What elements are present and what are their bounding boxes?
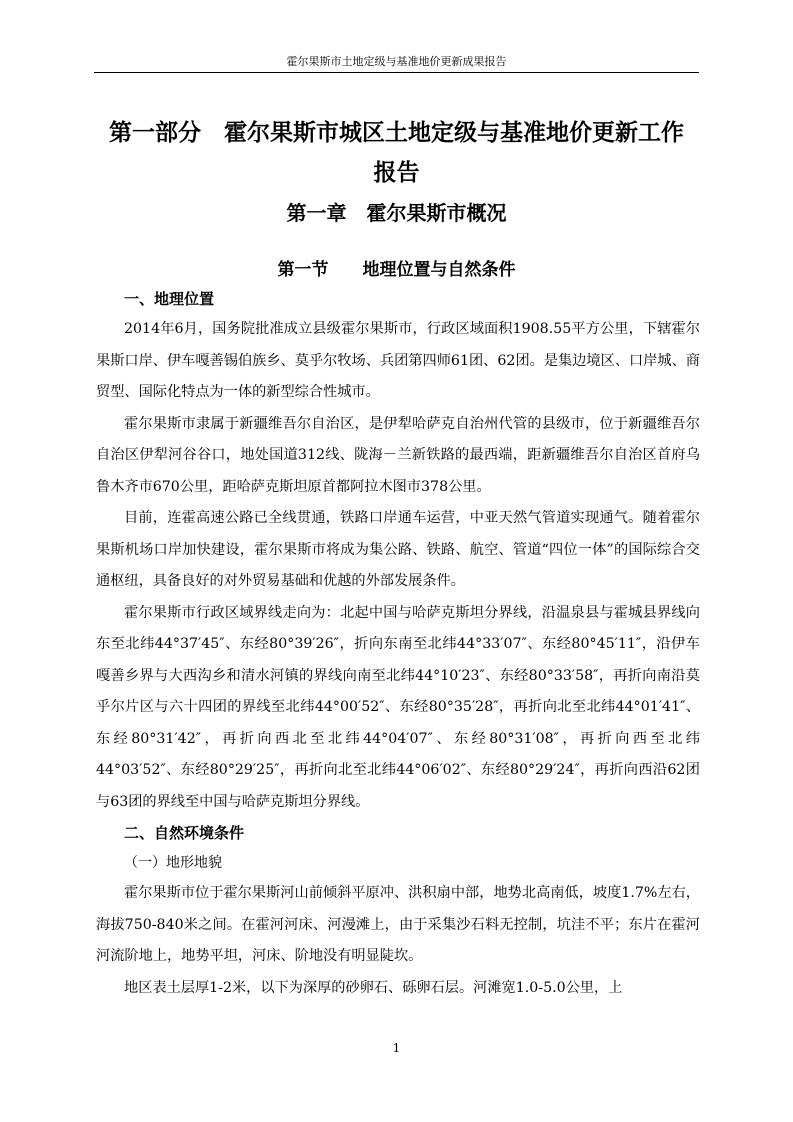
section-title: 第一节 地理位置与自然条件 (277, 260, 516, 280)
paragraph: 霍尔果斯市行政区域界线走向为：北起中国与哈萨克斯坦分界线，沿温泉县与霍城县界线向东至北纬44°37′45″、东经80°39′26″，折向东南至北纬44°33′07″、东经80°45′11″，沿伊车嘎善乡界与大西沟乡和清水河镇的界线向南至北纬44°10′23″、东经80°33′58″，再折向南沿莫乎尔片区与六十四团的界线至北纬44°00′52″、东经80°35′28″，再折向北至北纬44°01′41″、东经80°31′42″，再折向西北至北纬44°04′07″、东经80°31′08″，再折向西至北纬44°03′52″、东经80°29′25″，再折向北至北纬44°06′02″、东经80°29′24″，再折向西沿62团与63团的界线至中国与哈萨克斯坦分界线。 (96, 604, 700, 810)
part-title-line-1: 第一部分 霍尔果斯市城区土地定级与基准地价更新工作 (109, 120, 684, 146)
page-number: 1 (392, 1041, 401, 1055)
paragraph: 霍尔果斯市位于霍尔果斯河山前倾斜平原冲、洪积扇中部，地势北高南低，坡度1.7%左右，海拔750-840米之间。在霍河河床、河漫滩上，由于采集沙石料无控制，坑洼不平；东片在霍河河流阶地上，地势平坦，河床、阶地没有明显陡坎。 (96, 885, 700, 964)
header-divider (94, 72, 699, 73)
part-title-line-2: 报告 (373, 160, 420, 186)
paragraph: 霍尔果斯市隶属于新疆维吾尔自治区，是伊犁哈萨克自治州代管的县级市，位于新疆维吾尔自治区伊犁河谷谷口，地处国道312线、陇海－兰新铁路的最西端，距新疆维吾尔自治区首府乌鲁木齐市670公里，距哈萨克斯坦原首都阿拉木图市378公里。 (96, 415, 700, 495)
part-title (94, 113, 699, 193)
document-body (96, 284, 700, 1004)
subheading-topography: （一）地形地貌 (124, 855, 222, 871)
paragraph: 地区表土层厚1-2米，以下为深厚的砂卵石、砾卵石层。河滩宽1.0-5.0公里，上 (124, 979, 623, 996)
heading-geographic-location: 一、地理位置 (124, 290, 215, 308)
heading-natural-conditions: 二、自然环境条件 (124, 824, 245, 842)
paragraph: 2014年6月，国务院批准成立县级霍尔果斯市，行政区域面积1908.55平方公里，下辖霍尔果斯口岸、伊车嘎善锡伯族乡、莫乎尔牧场、兵团第四师61团、62团。是集边境区、口岸城、商贸型、国际化特点为一体的新型综合性城市。 (96, 321, 700, 400)
running-header: 霍尔果斯市土地定级与基准地价更新成果报告 (286, 55, 507, 68)
chapter-title: 第一章 霍尔果斯市概况 (286, 201, 507, 225)
paragraph: 目前，连霍高速公路已全线贯通，铁路口岸通车运营，中亚天然气管道实现通气。随着霍尔果斯机场口岸加快建设，霍尔果斯市将成为集公路、铁路、航空、管道“四位一体”的国际综合交通枢纽，具备良好的对外贸易基础和优越的外部发展条件。 (96, 510, 700, 589)
